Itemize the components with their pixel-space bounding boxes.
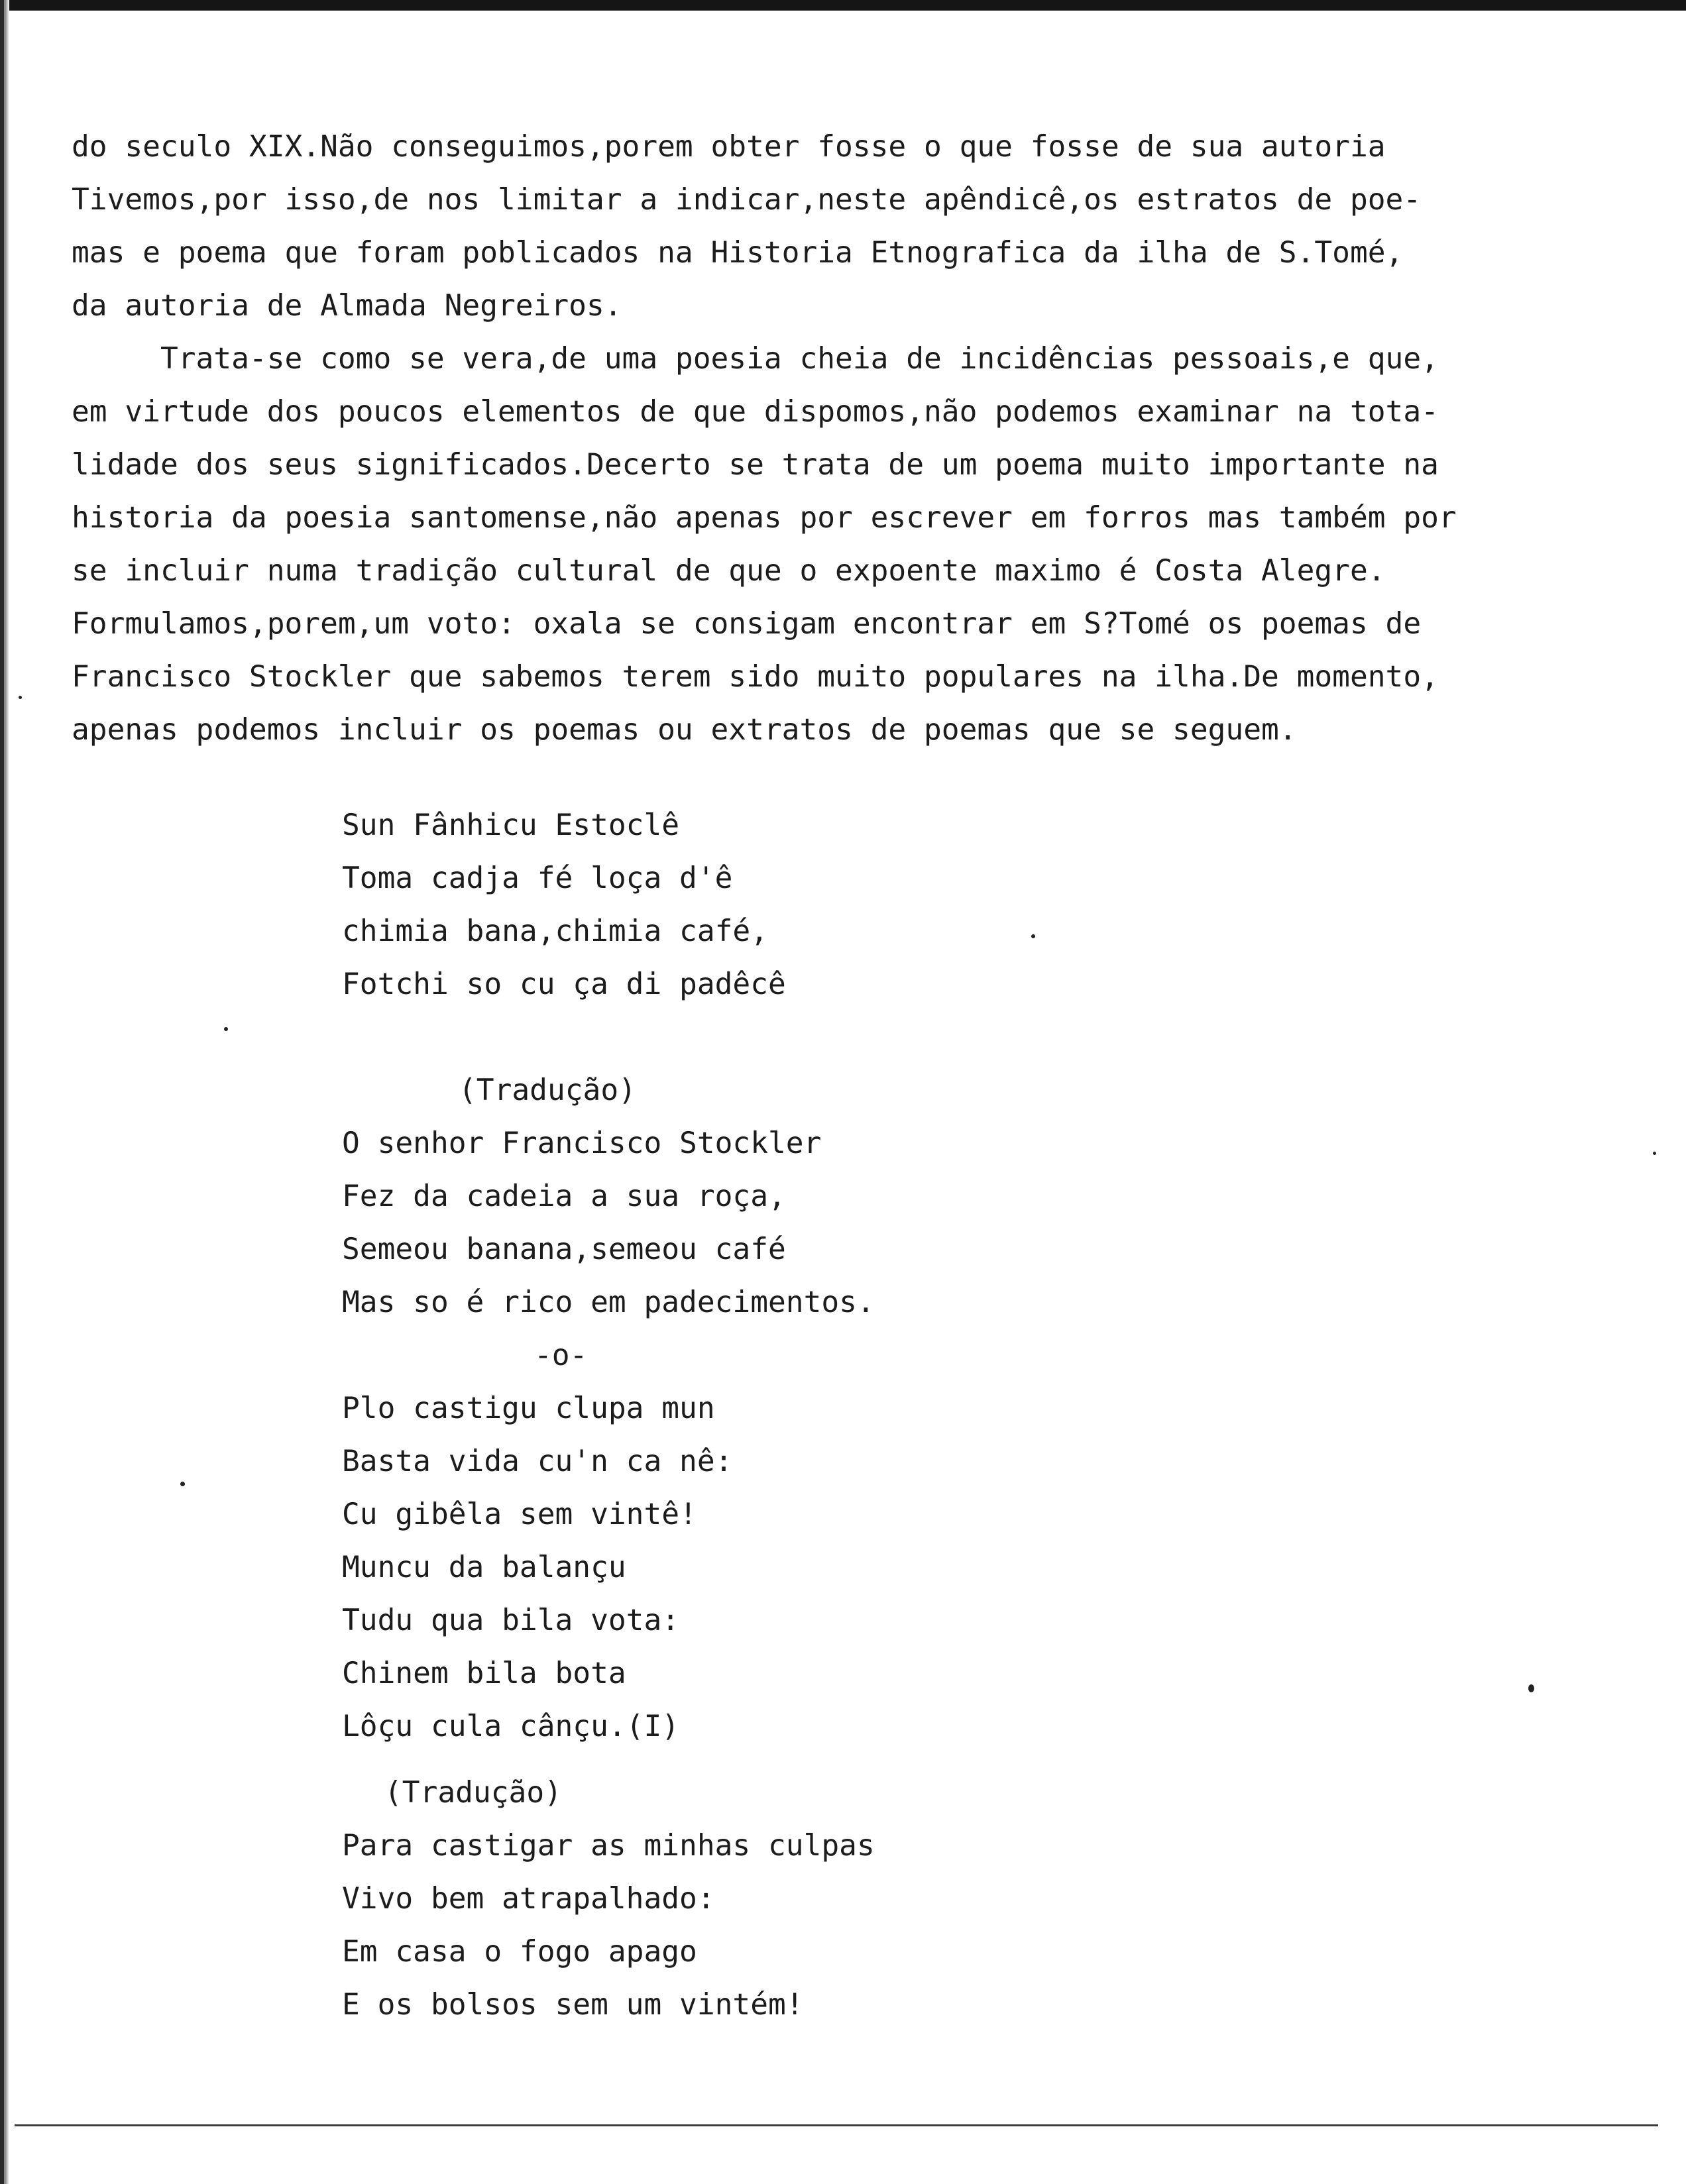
prose-line: lidade dos seus significados.Decerto se trata de um poema muito importante na — [72, 448, 1439, 482]
verse-line: chimia bana,chimia café, — [342, 914, 768, 948]
verse-line: O senhor Francisco Stockler — [342, 1126, 822, 1160]
verse-line: Semeou banana,semeou café — [342, 1232, 786, 1266]
translation-2-heading: (Tradução) — [384, 1776, 562, 1810]
prose-line: se incluir numa tradição cultural de que o expoente maximo é Costa Alegre. — [72, 554, 1386, 588]
translation-1-heading: (Tradução) — [459, 1073, 636, 1107]
poem-1-forro — [342, 799, 1071, 1011]
translation-1 — [342, 1117, 1071, 1329]
ink-speck — [180, 1482, 185, 1486]
verse-line: Fotchi so cu ça di padêcê — [342, 967, 786, 1001]
prose-line: Formulamos,porem,um voto: oxala se consigam encontrar em S?Tomé os poemas de — [72, 607, 1422, 641]
verse-line: Cu gibêla sem vintê! — [342, 1498, 697, 1531]
verse-line: Mas so é rico em padecimentos. — [342, 1285, 875, 1319]
ink-speck — [19, 696, 22, 699]
left-page-border — [0, 0, 9, 2184]
ink-speck — [1528, 1684, 1534, 1692]
verse-line: Muncu da balançu — [342, 1551, 626, 1584]
prose-line: Tivemos,por isso,de nos limitar a indicar,neste apêndicê,os estratos de poe- — [72, 183, 1422, 217]
verse-line: Tudu qua bila vota: — [342, 1604, 680, 1637]
prose-line: Trata-se como se vera,de uma poesia cheia de incidências pessoais,e que, — [72, 342, 1439, 376]
ink-speck — [1031, 934, 1035, 938]
prose-line: do seculo XIX.Não conseguimos,porem obter fosse o que fosse de sua autoria — [72, 130, 1386, 164]
bottom-rule — [15, 2124, 1658, 2126]
verse-line: Basta vida cu'n ca nê: — [342, 1445, 733, 1478]
top-page-border — [0, 0, 1686, 11]
prose-line: Francisco Stockler que sabemos terem sido muito populares na ilha.De momento, — [72, 660, 1439, 694]
verse-line: Sun Fânhicu Estoclê — [342, 808, 680, 842]
ink-speck — [224, 1027, 228, 1031]
verse-line: Plo castigu clupa mun — [342, 1392, 715, 1425]
verse-line: Vivo bem atrapalhado: — [342, 1882, 715, 1916]
prose-line: historia da poesia santomense,não apenas por escrever em forros mas também por — [72, 501, 1457, 535]
prose-line: da autoria de Almada Negreiros. — [72, 289, 622, 323]
verse-line: Em casa o fogo apago — [342, 1935, 697, 1969]
verse-line: E os bolsos sem um vintém! — [342, 1988, 804, 2022]
verse-line: Chinem bila bota — [342, 1657, 626, 1690]
prose-line: em virtude dos poucos elementos de que dispomos,não podemos examinar na tota- — [72, 395, 1439, 429]
section-separator: -o- — [534, 1338, 588, 1372]
verse-line: Para castigar as minhas culpas — [342, 1829, 875, 1863]
verse-line: Toma cadja fé loça d'ê — [342, 861, 733, 895]
ink-speck — [1653, 1152, 1656, 1155]
poem-2-forro — [342, 1382, 1071, 1753]
verse-line: Lôçu cula cânçu.(I) — [342, 1710, 680, 1743]
prose-line: mas e poema que foram poblicados na Historia Etnografica da ilha de S.Tomé, — [72, 236, 1404, 270]
translation-2 — [342, 1820, 1071, 2032]
prose-line: apenas podemos incluir os poemas ou extratos de poemas que se seguem. — [72, 713, 1297, 747]
verse-line: Fez da cadeia a sua roça, — [342, 1179, 786, 1213]
intro-prose — [72, 121, 1622, 757]
